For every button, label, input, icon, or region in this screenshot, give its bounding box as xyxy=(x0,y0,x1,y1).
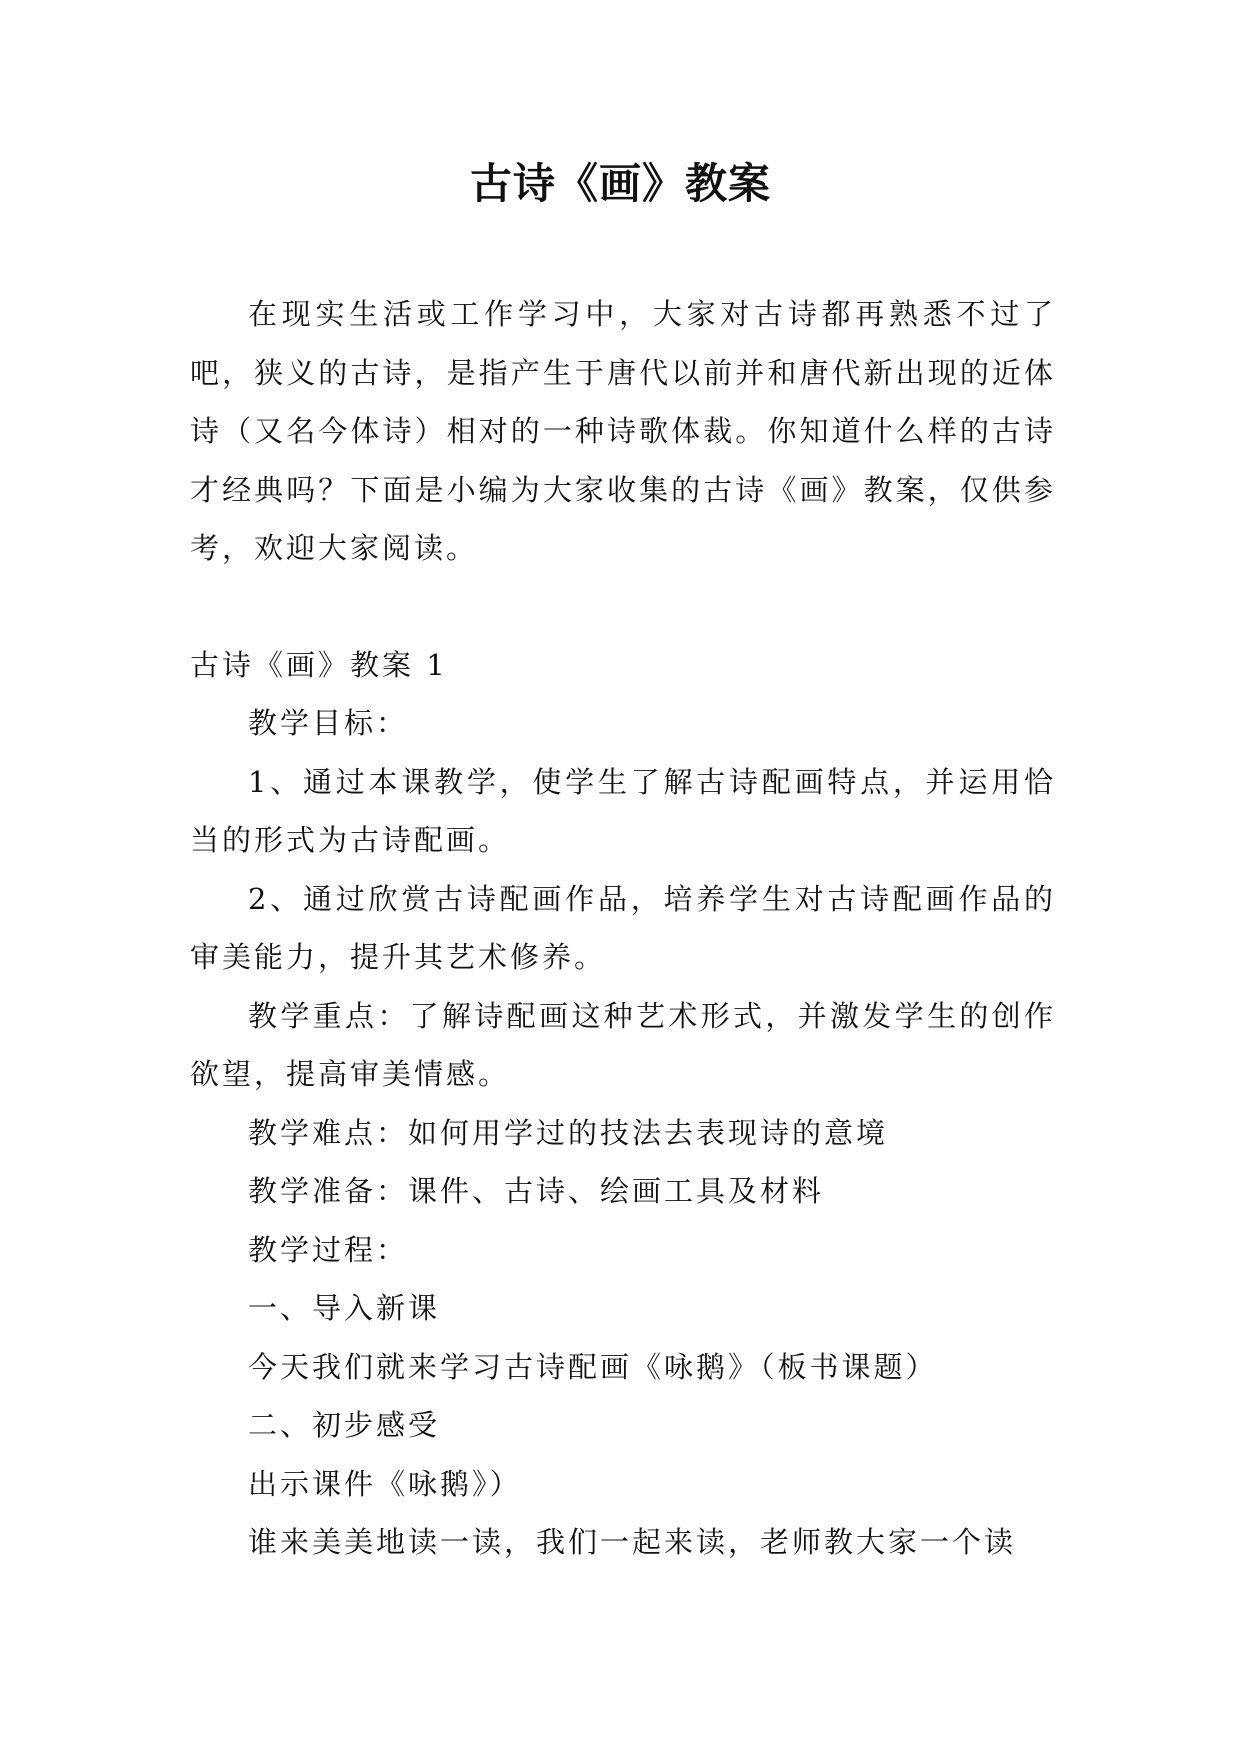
paragraph-step-1-heading: 一、导入新课 xyxy=(248,1291,441,1325)
paragraph-goal-1: 1、通过本课教学，使学生了解古诗配画特点，并运用恰当的形式为古诗配画。 xyxy=(190,764,1056,857)
paragraph-show-courseware: 出示课件《咏鹅》） xyxy=(248,1466,522,1501)
paragraph-reading-prompt: 谁来美美地读一读，我们一起来读，老师教大家一个读 xyxy=(248,1525,1017,1559)
section-title: 古诗《画》教案 1 xyxy=(190,647,448,682)
paragraph-teaching-preparation: 教学准备：课件、古诗、绘画工具及材料 xyxy=(248,1174,825,1208)
document-title: 古诗《画》教案 xyxy=(469,159,771,208)
paragraph-step-1-text: 今天我们就来学习古诗配画《咏鹅》（板书课题） xyxy=(248,1349,938,1384)
document-body xyxy=(190,285,1056,1572)
paragraph-teaching-goals: 教学目标： xyxy=(248,706,409,740)
paragraph-step-2-heading: 二、初步感受 xyxy=(248,1408,441,1442)
paragraph-teaching-difficulty: 教学难点：如何用学过的技法去表现诗的意境 xyxy=(248,1115,889,1150)
paragraph-goal-2: 2、通过欣赏古诗配画作品，培养学生对古诗配画作品的审美能力，提升其艺术修养。 xyxy=(190,881,1056,974)
paragraph-teaching-focus: 教学重点：了解诗配画这种艺术形式，并激发学生的创作欲望，提高审美情感。 xyxy=(190,998,1056,1091)
paragraph-teaching-process: 教学过程： xyxy=(248,1232,409,1267)
intro-paragraph: 在现实生活或工作学习中，大家对古诗都再熟悉不过了吧，狭义的古诗，是指产生于唐代以前并和唐代新出现的近体诗（又名今体诗）相对的一种诗歌体裁。你知道什么样的古诗才经典吗？下面是小编为大家收集的古诗《画》教案，仅供参考，欢迎大家阅读。 xyxy=(190,297,1056,565)
